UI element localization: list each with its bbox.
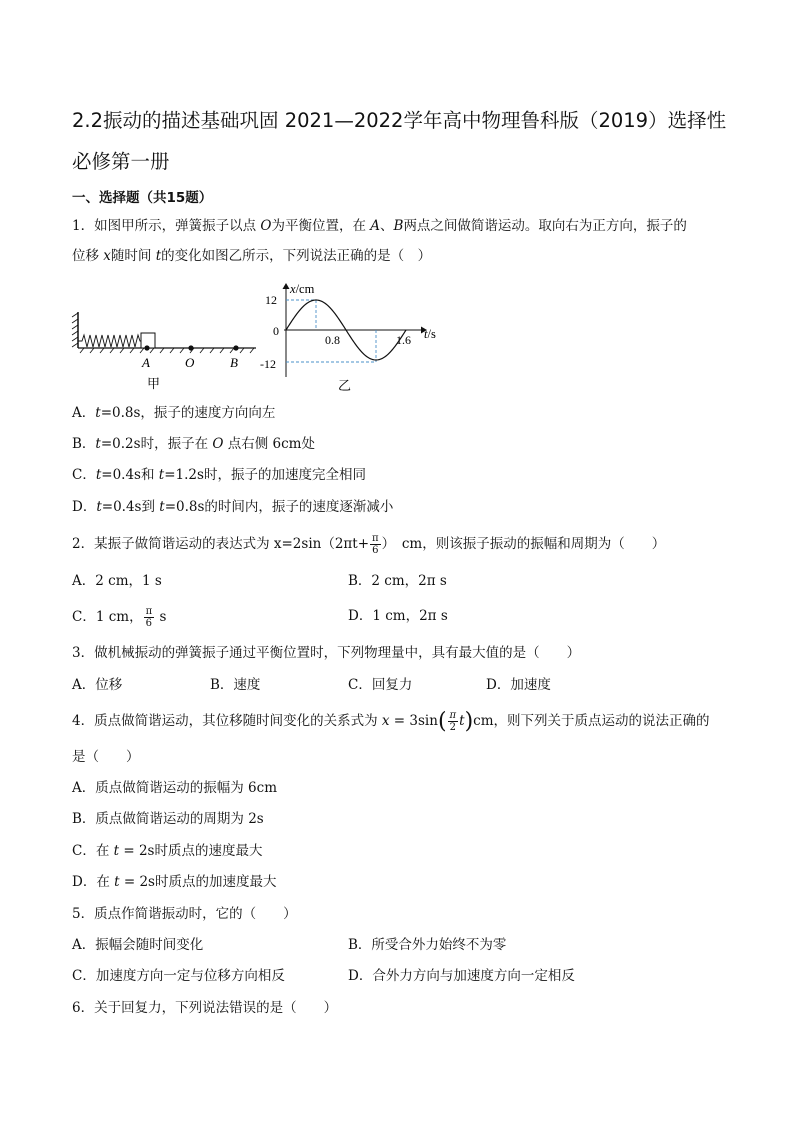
q4-option-d[interactable]: D．在 t = 2s时质点的加速度最大 [72, 874, 277, 890]
q5-option-b[interactable]: B．所受合外力始终不为零 [348, 937, 507, 953]
tick-label-0: 0 [273, 324, 279, 338]
label-o: O [185, 355, 195, 370]
q4-option-a[interactable]: A．质点做简谐运动的振幅为 6cm [72, 780, 277, 796]
spring [78, 335, 141, 347]
label-a: A [142, 355, 150, 370]
section-heading: 一、选择题（共15题） [72, 190, 213, 206]
page-title: 2.2振动的描述基础巩固 2021—2022学年高中物理鲁科版（2019）选择性必修第一册 [72, 109, 727, 173]
y-axis-label: x/cm [290, 282, 315, 296]
label-b: B [230, 355, 238, 370]
q1-stem-line1: 1．如图甲所示，弹簧振子以点 O为平衡位置，在 A、B两点之间做简谐运动。取向右为正方向，振子的 [72, 218, 687, 234]
q4-stem-line2: 是（ ） [72, 749, 140, 765]
caption-jia: 甲 [147, 376, 161, 391]
q3-option-c[interactable]: C．回复力 [348, 677, 413, 693]
caption-yi: 乙 [338, 378, 352, 393]
q2-fraction: $\frac{\pi}{6}$ [372, 533, 379, 556]
q1-stem-line2: 位移 x随时间 t的变化如图乙所示，下列说法正确的是（ ） [72, 248, 432, 264]
q2-option-a[interactable]: A．2 cm，1 s [72, 573, 162, 589]
q4-fraction: $\frac{\pi}{2}$ [449, 710, 457, 733]
q2-option-d[interactable]: D．1 cm，2π s [348, 608, 448, 624]
wall-hatching [72, 313, 78, 347]
q5-option-c[interactable]: C．加速度方向一定与位移方向相反 [72, 968, 285, 984]
q6-stem: 6．关于回复力，下列说法错误的是（ ） [72, 1000, 338, 1016]
tick-label-0-8: 0.8 [325, 333, 340, 347]
q4-stem: 4．质点做简谐运动，其位移随时间变化的关系式为 x = 3sin( $\frac{\pi}{2}$ t)cm，则下列关于质点运动的说法正确的 [72, 709, 710, 734]
q5-option-d[interactable]: D．合外力方向与加速度方向一定相反 [348, 968, 575, 984]
q1-option-b[interactable]: B．t=0.2s时，振子在 O 点右侧 6cm处 [72, 436, 315, 452]
q2-option-b[interactable]: B．2 cm，2π s [348, 573, 447, 589]
point-o-dot [188, 345, 193, 350]
right-paren: ) [464, 709, 474, 734]
q1-option-c[interactable]: C．t=0.4s和 t=1.2s时，振子的加速度完全相同 [72, 467, 366, 483]
q3-option-b[interactable]: B．速度 [210, 677, 261, 693]
q2-option-c[interactable]: C．1 cm， $\frac{\pi}{6}$ s [72, 606, 167, 629]
point-a-dot [144, 345, 149, 350]
q1-option-d[interactable]: D．t=0.4s到 t=0.8s的时间内，振子的速度逐渐减小 [72, 499, 394, 515]
q3-stem: 3．做机械振动的弹簧振子通过平衡位置时，下列物理量中，具有最大值的是（ ） [72, 645, 581, 661]
q1-option-a[interactable]: A．t=0.8s，振子的速度方向向左 [72, 405, 276, 421]
q4-option-b[interactable]: B．质点做简谐运动的周期为 2s [72, 811, 264, 827]
q2-stem: 2．某振子做简谐运动的表达式为 x=2sin（2πt+ $\frac{\pi}{6}$ ） cm，则该振子振动的振幅和周期为（ ） [72, 533, 666, 556]
figure-yi-x-t-graph [256, 282, 456, 398]
q3-option-d[interactable]: D．加速度 [486, 677, 551, 693]
q3-option-a[interactable]: A．位移 [72, 677, 123, 693]
q4-option-c[interactable]: C．在 t = 2s时质点的速度最大 [72, 843, 263, 859]
tick-label-12: 12 [265, 293, 277, 307]
left-paren: ( [437, 709, 447, 734]
figure-jia-spring-oscillator [70, 308, 260, 394]
tick-label-1-6: 1.6 [396, 333, 411, 347]
q5-option-a[interactable]: A．振幅会随时间变化 [72, 937, 204, 953]
q2-option-c-fraction: $\frac{\pi}{6}$ [145, 606, 153, 629]
x-axis-label: t/s [424, 327, 436, 341]
q5-stem: 5．质点作简谐振动时，它的（ ） [72, 906, 297, 922]
floor-hatching [80, 348, 254, 353]
point-b-dot [233, 345, 238, 350]
tick-label-neg12: -12 [260, 357, 276, 371]
